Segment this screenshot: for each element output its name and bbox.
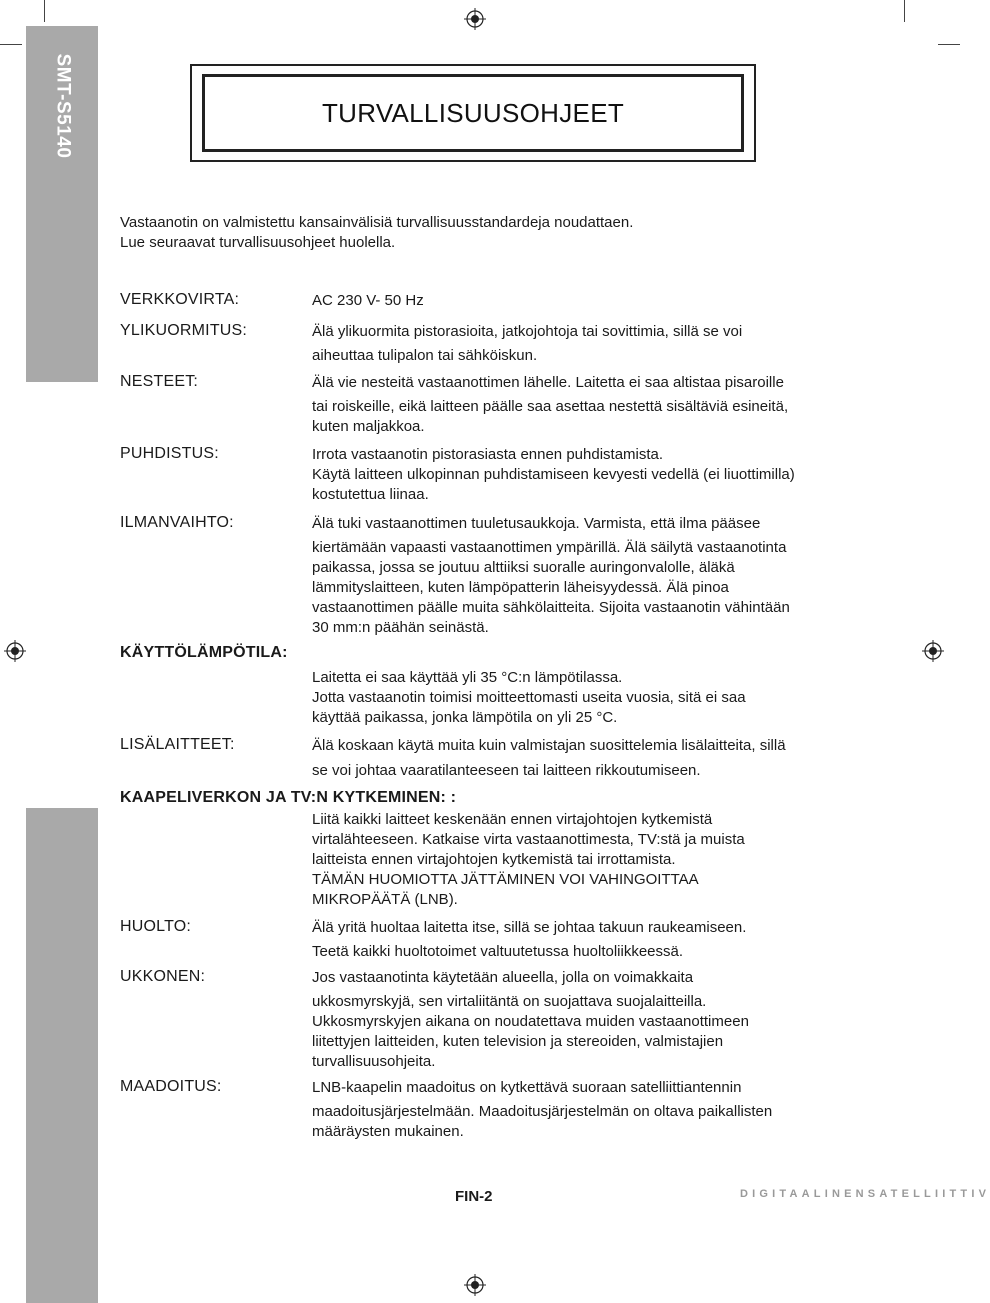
body-line: LNB-kaapelin maadoitus on kytkettävä suoraan satelliittiantennin bbox=[312, 1079, 742, 1096]
section-body-kaapeliverkko bbox=[312, 810, 852, 910]
registration-mark-right-icon bbox=[922, 640, 944, 662]
body-line: kiertämään vapaasti vastaanottimen ympärillä. Älä säilytä vastaanotinta bbox=[312, 539, 787, 556]
body-line: virtalähteeseen. Katkaise virta vastaanottimesta, TV:stä ja muista bbox=[312, 831, 745, 848]
body-line: Ukkosmyrskyjen aikana on noudatettava muiden vastaanottimeen bbox=[312, 1013, 749, 1030]
body-line: Älä tuki vastaanottimen tuuletusaukkoja. Varmista, että ilma pääsee bbox=[312, 515, 761, 532]
registration-mark-bottom-icon bbox=[464, 1274, 486, 1296]
footer-brand-text: DIGITAALINENSATELLIITTIV bbox=[740, 1188, 990, 1200]
body-line: paikassa, jossa se joutuu alttiiksi suoralle auringonvalolle, äläkä bbox=[312, 559, 735, 576]
section-body-verkkovirta bbox=[312, 291, 852, 311]
registration-mark-top-icon bbox=[464, 8, 486, 30]
section-body-ilmanvaihto bbox=[312, 514, 852, 638]
body-line: turvallisuusohjeita. bbox=[312, 1053, 436, 1070]
section-label-huolto: HUOLTO: bbox=[120, 918, 192, 935]
body-line: Jos vastaanotinta käytetään alueella, jolla on voimakkaita bbox=[312, 969, 694, 986]
section-label-ukkonen: UKKONEN: bbox=[120, 968, 206, 985]
section-body-maadoitus bbox=[312, 1078, 852, 1142]
section-label-ylikuormitus: YLIKUORMITUS: bbox=[120, 322, 248, 339]
registration-mark-left-icon bbox=[4, 640, 26, 662]
crop-mark-top-right-h bbox=[938, 44, 960, 45]
body-line: Jotta vastaanotin toimisi moitteettomasti useita vuosia, sitä ei saa bbox=[312, 689, 746, 706]
body-line: Käytä laitteen ulkopinnan puhdistamiseen kevyesti vedellä (ei liuottimilla) bbox=[312, 466, 795, 483]
intro-line: Vastaanotin on valmistettu kansainvälisiä turvallisuusstandardeja noudattaen. bbox=[120, 214, 634, 231]
body-line: Laitetta ei saa käyttää yli 35 °C:n lämpötilassa. bbox=[312, 669, 623, 686]
intro-line: Lue seuraavat turvallisuusohjeet huolella. bbox=[120, 234, 396, 251]
section-body-lisalaitteet bbox=[312, 736, 852, 781]
crop-mark-top-right bbox=[904, 0, 905, 22]
body-line: Liitä kaikki laitteet keskenään ennen virtajohtojen kytkemistä bbox=[312, 811, 713, 828]
section-label-kayttolampotila: KÄYTTÖLÄMPÖTILA: bbox=[120, 644, 288, 661]
crop-mark-top-left bbox=[44, 0, 45, 22]
body-line: vastaanottimen päälle muita sähkölaitteita. Sijoita vastaanotin vähintään bbox=[312, 599, 790, 616]
body-line: MIKROPÄÄTÄ (LNB). bbox=[312, 891, 458, 908]
body-line: AC 230 V- 50 Hz bbox=[312, 292, 424, 309]
section-label-kaapeliverkko: KAAPELIVERKON JA TV:N KYTKEMINEN: : bbox=[120, 789, 457, 806]
intro-text bbox=[120, 213, 880, 253]
section-body-kayttolampotila bbox=[312, 668, 852, 728]
body-line: määräysten mukainen. bbox=[312, 1123, 464, 1140]
page-title: TURVALLISUUSOHJEET bbox=[321, 97, 625, 128]
body-line: Älä vie nesteitä vastaanottimen lähelle. Laitetta ei saa altistaa pisaroille bbox=[312, 374, 784, 391]
body-line: kuten maljakkoa. bbox=[312, 418, 425, 435]
body-line: Älä yritä huoltaa laitetta itse, sillä se johtaa takuun raukeamiseen. bbox=[312, 919, 747, 936]
section-body-nesteet bbox=[312, 373, 852, 437]
title-box bbox=[202, 74, 744, 152]
body-line: Teetä kaikki huoltotoimet valtuutetussa huoltoliikkeessä. bbox=[312, 943, 684, 960]
body-line: käyttää paikassa, jonka lämpötila on yli 25 °C. bbox=[312, 709, 618, 726]
section-label-nesteet: NESTEET: bbox=[120, 373, 199, 390]
body-line: Irrota vastaanotin pistorasiasta ennen puhdistamista. bbox=[312, 446, 664, 463]
section-label-ilmanvaihto: ILMANVAIHTO: bbox=[120, 514, 234, 531]
section-label-puhdistus: PUHDISTUS: bbox=[120, 445, 219, 462]
sidebar-strip-bottom bbox=[26, 808, 98, 1303]
section-label-lisalaitteet: LISÄLAITTEET: bbox=[120, 736, 235, 753]
body-line: liitettyjen laitteiden, kuten television ja stereoiden, valmistajien bbox=[312, 1033, 724, 1050]
section-body-ylikuormitus bbox=[312, 322, 852, 366]
body-line: laitteista ennen virtajohtojen kytkemistä tai irrottamista. bbox=[312, 851, 676, 868]
body-line: Älä koskaan käytä muita kuin valmistajan suosittelemia lisälaitteita, sillä bbox=[312, 737, 786, 754]
body-line: lämmityslaitteen, kuten lämpöpatterin läheisyydessä. Älä pinoa bbox=[312, 579, 729, 596]
section-label-verkkovirta: VERKKOVIRTA: bbox=[120, 291, 240, 308]
body-line: se voi johtaa vaaratilanteeseen tai laitteen rikkoutumiseen. bbox=[312, 762, 701, 779]
body-line: kostutettua liinaa. bbox=[312, 486, 429, 503]
model-label: SMT-S5140 bbox=[52, 53, 74, 159]
section-label-maadoitus: MAADOITUS: bbox=[120, 1078, 222, 1095]
body-line: TÄMÄN HUOMIOTTA JÄTTÄMINEN VOI VAHINGOITTAA bbox=[312, 871, 699, 888]
body-line: tai roiskeille, eikä laitteen päälle saa asettaa nestettä sisältäviä esineitä, bbox=[312, 398, 789, 415]
body-line: 30 mm:n päähän seinästä. bbox=[312, 619, 489, 636]
body-line: ukkosmyrskyjä, sen virtaliitäntä on suojattava suojalaitteilla. bbox=[312, 993, 707, 1010]
body-line: Älä ylikuormita pistorasioita, jatkojohtoja tai sovittimia, sillä se voi bbox=[312, 323, 743, 340]
body-line: maadoitusjärjestelmään. Maadoitusjärjestelmän on oltava paikallisten bbox=[312, 1103, 773, 1120]
crop-mark-top-left-h bbox=[0, 44, 22, 45]
section-body-huolto bbox=[312, 918, 852, 962]
page-number: FIN-2 bbox=[455, 1188, 493, 1205]
section-body-puhdistus bbox=[312, 445, 852, 505]
body-line: aiheuttaa tulipalon tai sähköiskun. bbox=[312, 347, 538, 364]
section-body-ukkonen bbox=[312, 968, 852, 1072]
